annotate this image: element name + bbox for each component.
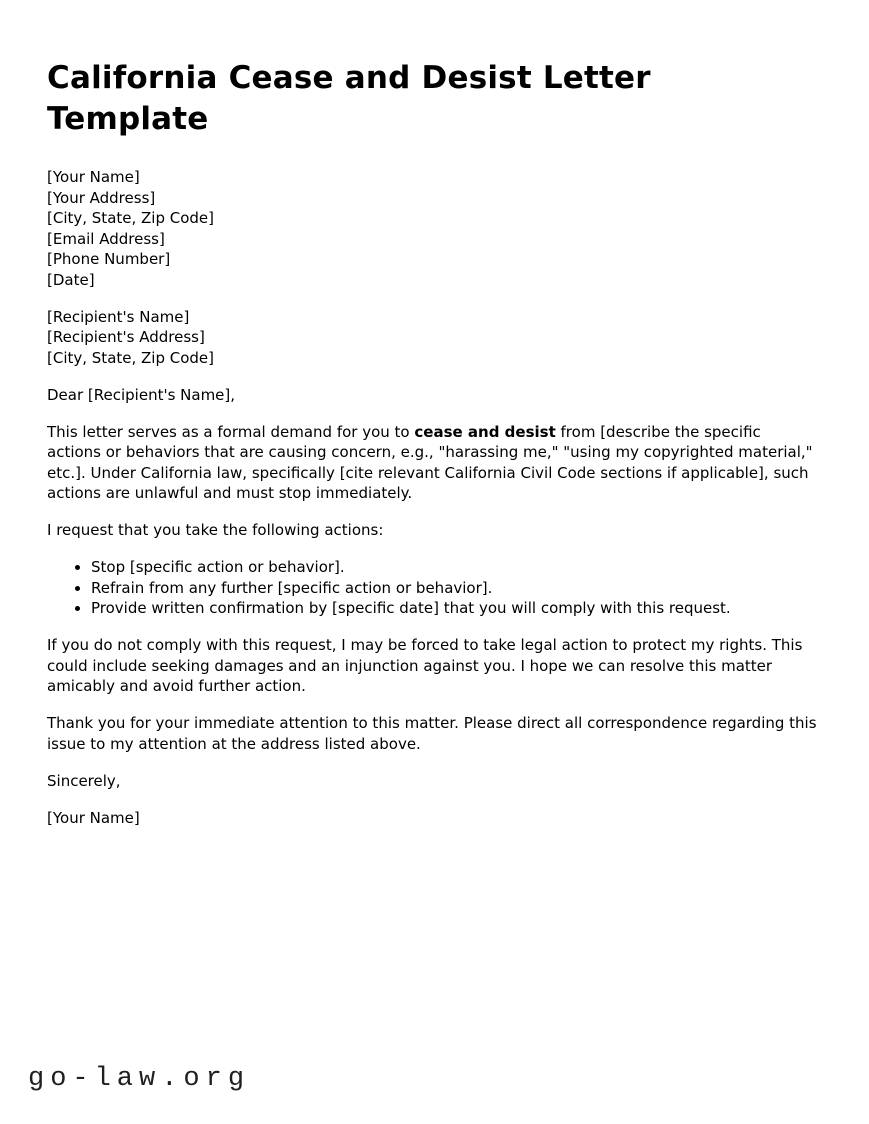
salutation: Dear [Recipient's Name], xyxy=(47,385,236,404)
requested-actions-list xyxy=(47,557,819,619)
list-item: • Provide written confirmation by [specific date] that you will comply with this request. xyxy=(91,598,819,619)
list-item: • Stop [specific action or behavior]. xyxy=(91,557,819,578)
sender-email-line: [Email Address] xyxy=(47,229,165,248)
recipient-address-line: [Recipient's Address] xyxy=(47,328,205,346)
signature-placeholder: [Your Name] xyxy=(47,808,140,827)
closing: Sincerely, xyxy=(47,771,121,790)
recipient-address-block xyxy=(47,307,819,369)
sender-address-block xyxy=(47,167,819,290)
recipient-name-line: [Recipient's Name] xyxy=(47,307,190,326)
list-item: • Refrain from any further [specific action or behavior]. xyxy=(91,578,819,599)
recipient-city-line: [City, State, Zip Code] xyxy=(47,348,215,367)
letter-body xyxy=(47,0,819,845)
request-intro: I request that you take the following actions: xyxy=(47,521,384,539)
consequences-paragraph: If you do not comply with this request, I may be forced to take legal action to protect my rights. This could include seeking damages and an injunction against you. I hope we can resolve this matter amicably and avoid further action. xyxy=(47,636,803,695)
sender-address-line: [Your Address] xyxy=(47,188,156,207)
date-line: [Date] xyxy=(47,270,95,289)
thank-you-paragraph: Thank you for your immediate attention to this matter. Please direct all correspondence regarding this issue to my attention at the address listed above. xyxy=(47,714,817,753)
page-title: California Cease and Desist Letter Template xyxy=(47,60,651,137)
demand-text-before: This letter serves as a formal demand for you to xyxy=(47,422,415,441)
cease-and-desist-emphasis: cease and desist xyxy=(414,422,556,441)
demand-paragraph xyxy=(47,422,819,504)
demand-text-after: from [describe the specific actions or behaviors that are causing concern, e.g., "harassing me," "using my copyrighted material," etc.]. Under California law, specifically [cite relevant California Civil Code sections if applicable], such actions are unlawful and must stop immediately. xyxy=(47,422,813,502)
sender-name-line: [Your Name] xyxy=(47,168,140,186)
site-brand-footer: go-law.org xyxy=(28,1064,251,1094)
sender-phone-line: [Phone Number] xyxy=(47,250,171,268)
sender-city-line: [City, State, Zip Code] xyxy=(47,209,215,227)
